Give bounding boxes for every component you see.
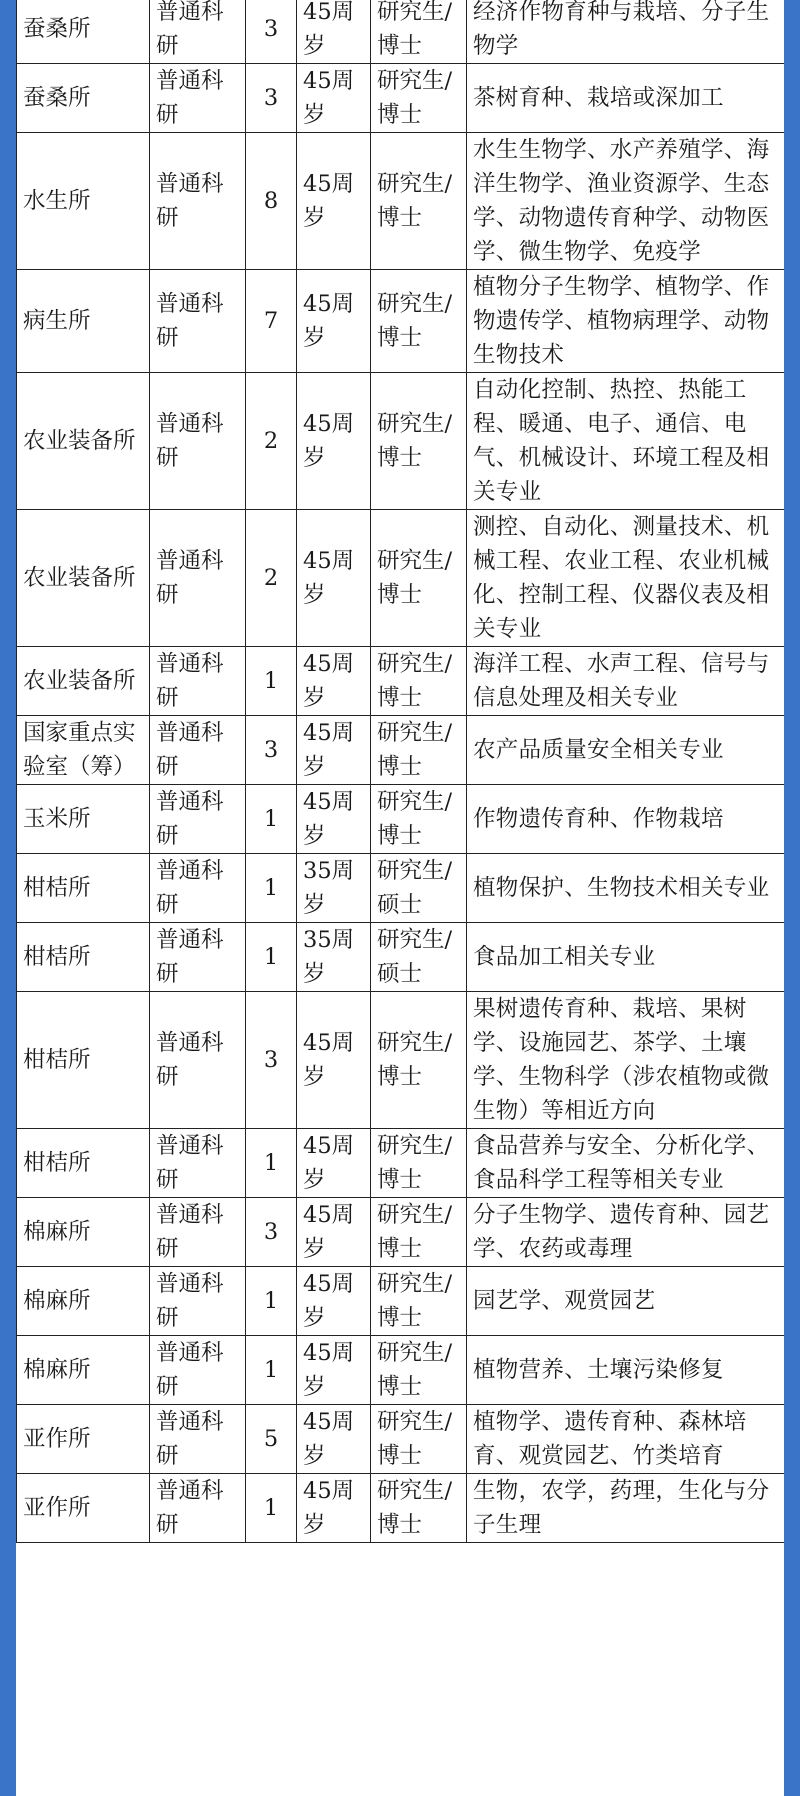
- education-cell: 研究生/博士: [371, 1474, 467, 1543]
- education-cell: 研究生/硕士: [371, 923, 467, 992]
- position-type-cell: 普通科研: [150, 1474, 246, 1543]
- table-row: [17, 270, 785, 373]
- table-row: [17, 373, 785, 510]
- age-limit-cell: 45周岁: [297, 1129, 371, 1198]
- headcount-cell: 3: [246, 716, 297, 785]
- education-cell: 研究生/博士: [371, 0, 467, 64]
- major-requirements-cell: 食品营养与安全、分析化学、食品科学工程等相关专业: [467, 1129, 785, 1198]
- major-requirements-cell: 植物营养、土壤污染修复: [467, 1336, 785, 1405]
- age-limit-cell: 45周岁: [297, 373, 371, 510]
- major-requirements-cell: 经济作物育种与栽培、分子生物学: [467, 0, 785, 64]
- education-cell: 研究生/博士: [371, 133, 467, 270]
- position-type-cell: 普通科研: [150, 1267, 246, 1336]
- headcount-cell: 1: [246, 1129, 297, 1198]
- education-cell: 研究生/博士: [371, 647, 467, 716]
- age-limit-cell: 45周岁: [297, 992, 371, 1129]
- age-limit-cell: 45周岁: [297, 133, 371, 270]
- table-row: [17, 133, 785, 270]
- age-limit-cell: 35周岁: [297, 923, 371, 992]
- headcount-cell: 2: [246, 373, 297, 510]
- position-type-cell: 普通科研: [150, 716, 246, 785]
- table-row: [17, 510, 785, 647]
- unit-cell: 国家重点实验室（筹）: [17, 716, 150, 785]
- age-limit-cell: 45周岁: [297, 510, 371, 647]
- headcount-cell: 7: [246, 270, 297, 373]
- major-requirements-cell: 测控、自动化、测量技术、机械工程、农业工程、农业机械化、控制工程、仪器仪表及相关专业: [467, 510, 785, 647]
- major-requirements-cell: 分子生物学、遗传育种、园艺学、农药或毒理: [467, 1198, 785, 1267]
- position-type-cell: 普通科研: [150, 373, 246, 510]
- table-body: [17, 0, 785, 1543]
- headcount-cell: 8: [246, 133, 297, 270]
- major-requirements-cell: 茶树育种、栽培或深加工: [467, 64, 785, 133]
- table-row: [17, 1267, 785, 1336]
- headcount-cell: 1: [246, 854, 297, 923]
- recruitment-table: [16, 0, 784, 1543]
- headcount-cell: 1: [246, 647, 297, 716]
- table-row: [17, 1336, 785, 1405]
- age-limit-cell: 45周岁: [297, 1336, 371, 1405]
- age-limit-cell: 45周岁: [297, 1198, 371, 1267]
- education-cell: 研究生/博士: [371, 64, 467, 133]
- unit-cell: 棉麻所: [17, 1267, 150, 1336]
- headcount-cell: 1: [246, 923, 297, 992]
- unit-cell: 亚作所: [17, 1474, 150, 1543]
- headcount-cell: 1: [246, 785, 297, 854]
- major-requirements-cell: 食品加工相关专业: [467, 923, 785, 992]
- major-requirements-cell: 植物保护、生物技术相关专业: [467, 854, 785, 923]
- education-cell: 研究生/博士: [371, 1198, 467, 1267]
- headcount-cell: 3: [246, 992, 297, 1129]
- age-limit-cell: 45周岁: [297, 1267, 371, 1336]
- major-requirements-cell: 作物遗传育种、作物栽培: [467, 785, 785, 854]
- headcount-cell: 5: [246, 1405, 297, 1474]
- major-requirements-cell: 自动化控制、热控、热能工程、暖通、电子、通信、电气、机械设计、环境工程及相关专业: [467, 373, 785, 510]
- unit-cell: 亚作所: [17, 1405, 150, 1474]
- headcount-cell: 1: [246, 1267, 297, 1336]
- position-type-cell: 普通科研: [150, 992, 246, 1129]
- education-cell: 研究生/博士: [371, 992, 467, 1129]
- table-row: [17, 1198, 785, 1267]
- position-type-cell: 普通科研: [150, 1129, 246, 1198]
- age-limit-cell: 45周岁: [297, 1474, 371, 1543]
- table-row: [17, 1405, 785, 1474]
- education-cell: 研究生/硕士: [371, 854, 467, 923]
- unit-cell: 玉米所: [17, 785, 150, 854]
- unit-cell: 柑桔所: [17, 1129, 150, 1198]
- unit-cell: 蚕桑所: [17, 0, 150, 64]
- age-limit-cell: 45周岁: [297, 64, 371, 133]
- age-limit-cell: 45周岁: [297, 0, 371, 64]
- education-cell: 研究生/博士: [371, 373, 467, 510]
- position-type-cell: 普通科研: [150, 785, 246, 854]
- age-limit-cell: 45周岁: [297, 1405, 371, 1474]
- unit-cell: 柑桔所: [17, 992, 150, 1129]
- headcount-cell: 2: [246, 510, 297, 647]
- major-requirements-cell: 生物，农学，药理，生化与分子生理: [467, 1474, 785, 1543]
- position-type-cell: 普通科研: [150, 0, 246, 64]
- headcount-cell: 3: [246, 64, 297, 133]
- table-row: [17, 0, 785, 64]
- table-row: [17, 716, 785, 785]
- position-type-cell: 普通科研: [150, 1336, 246, 1405]
- unit-cell: 棉麻所: [17, 1198, 150, 1267]
- table-row: [17, 992, 785, 1129]
- table-row: [17, 785, 785, 854]
- age-limit-cell: 45周岁: [297, 647, 371, 716]
- table-row: [17, 1129, 785, 1198]
- headcount-cell: 3: [246, 1198, 297, 1267]
- major-requirements-cell: 海洋工程、水声工程、信号与信息处理及相关专业: [467, 647, 785, 716]
- unit-cell: 农业装备所: [17, 647, 150, 716]
- position-type-cell: 普通科研: [150, 270, 246, 373]
- table-row: [17, 647, 785, 716]
- unit-cell: 棉麻所: [17, 1336, 150, 1405]
- table-row: [17, 923, 785, 992]
- document-page: [16, 0, 784, 1796]
- unit-cell: 水生所: [17, 133, 150, 270]
- major-requirements-cell: 农产品质量安全相关专业: [467, 716, 785, 785]
- major-requirements-cell: 水生生物学、水产养殖学、海洋生物学、渔业资源学、生态学、动物遗传育种学、动物医学、微生物学、免疫学: [467, 133, 785, 270]
- position-type-cell: 普通科研: [150, 133, 246, 270]
- headcount-cell: 3: [246, 0, 297, 64]
- age-limit-cell: 45周岁: [297, 270, 371, 373]
- education-cell: 研究生/博士: [371, 785, 467, 854]
- age-limit-cell: 45周岁: [297, 716, 371, 785]
- unit-cell: 柑桔所: [17, 854, 150, 923]
- major-requirements-cell: 果树遗传育种、栽培、果树学、设施园艺、茶学、土壤学、生物科学（涉农植物或微生物）等相近方向: [467, 992, 785, 1129]
- position-type-cell: 普通科研: [150, 1405, 246, 1474]
- major-requirements-cell: 园艺学、观赏园艺: [467, 1267, 785, 1336]
- education-cell: 研究生/博士: [371, 716, 467, 785]
- education-cell: 研究生/博士: [371, 1129, 467, 1198]
- headcount-cell: 1: [246, 1474, 297, 1543]
- age-limit-cell: 45周岁: [297, 785, 371, 854]
- unit-cell: 农业装备所: [17, 373, 150, 510]
- education-cell: 研究生/博士: [371, 1405, 467, 1474]
- unit-cell: 病生所: [17, 270, 150, 373]
- position-type-cell: 普通科研: [150, 923, 246, 992]
- unit-cell: 柑桔所: [17, 923, 150, 992]
- headcount-cell: 1: [246, 1336, 297, 1405]
- major-requirements-cell: 植物学、遗传育种、森林培育、观赏园艺、竹类培育: [467, 1405, 785, 1474]
- major-requirements-cell: 植物分子生物学、植物学、作物遗传学、植物病理学、动物生物技术: [467, 270, 785, 373]
- unit-cell: 农业装备所: [17, 510, 150, 647]
- position-type-cell: 普通科研: [150, 647, 246, 716]
- table-row: [17, 1474, 785, 1543]
- education-cell: 研究生/博士: [371, 1336, 467, 1405]
- age-limit-cell: 35周岁: [297, 854, 371, 923]
- position-type-cell: 普通科研: [150, 1198, 246, 1267]
- education-cell: 研究生/博士: [371, 270, 467, 373]
- table-row: [17, 854, 785, 923]
- education-cell: 研究生/博士: [371, 510, 467, 647]
- position-type-cell: 普通科研: [150, 510, 246, 647]
- table-row: [17, 64, 785, 133]
- position-type-cell: 普通科研: [150, 854, 246, 923]
- education-cell: 研究生/博士: [371, 1267, 467, 1336]
- position-type-cell: 普通科研: [150, 64, 246, 133]
- unit-cell: 蚕桑所: [17, 64, 150, 133]
